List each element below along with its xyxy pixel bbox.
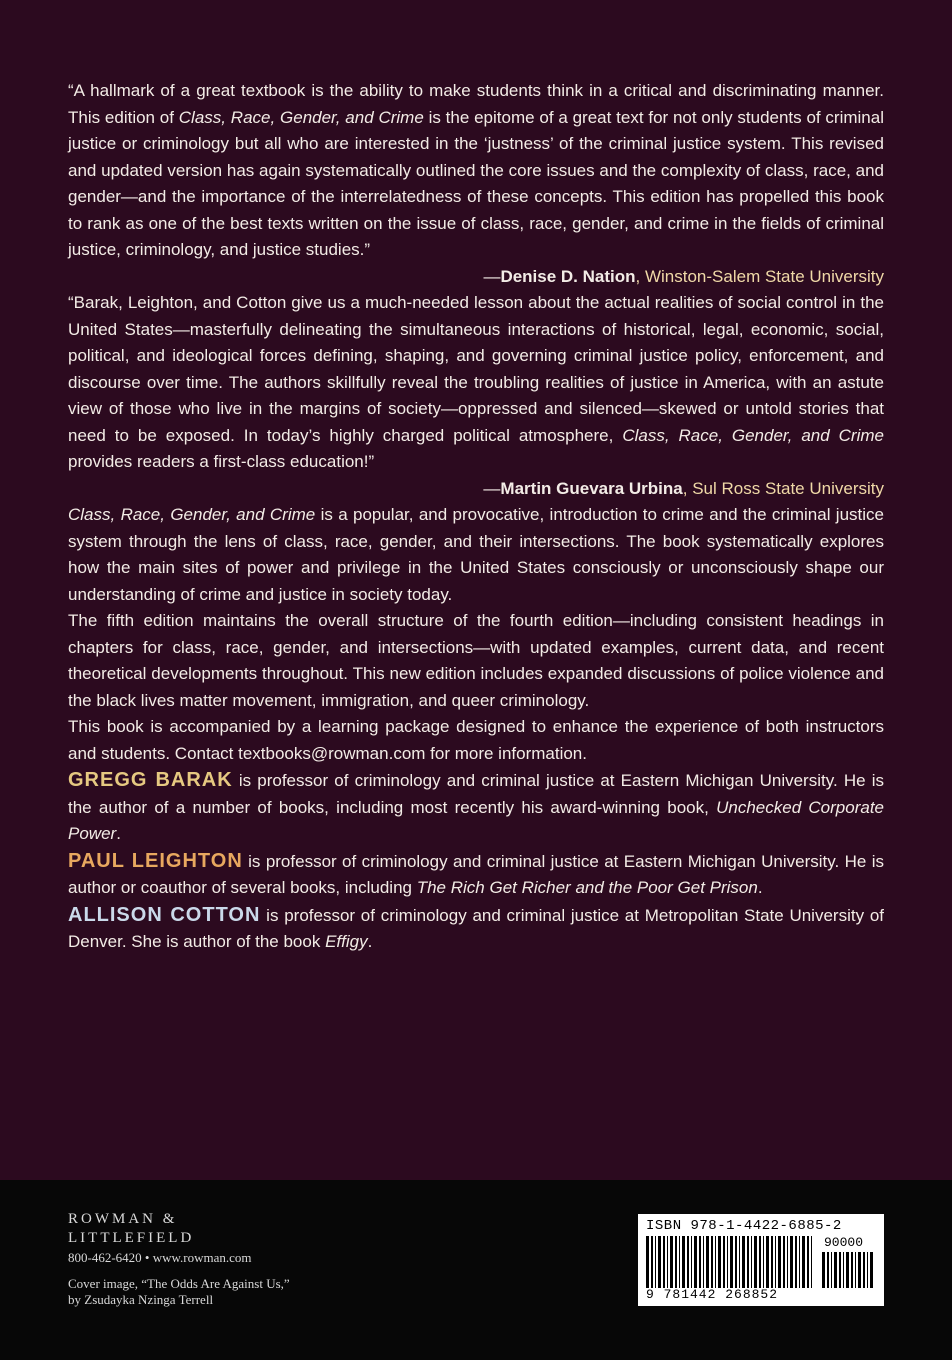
author-name: PAUL LEIGHTON (68, 849, 243, 872)
cover-credit-line-2: by Zsudayka Nzinga Terrell (68, 1292, 214, 1307)
description-paragraph-2: The fifth edition maintains the overall structure of the fourth edition—including consistent headings in chapters for class, race, gender, and intersections—with updated examples, current data, and recent theoretical developments throughout. This new edition includes expanded discussions of police violence and the black lives matter movement, immigration, and queer criminology. (68, 611, 884, 710)
author-book-title: Effigy (325, 932, 368, 951)
barcode-bars-icon (646, 1236, 814, 1288)
author-bio-leighton: PAUL LEIGHTON is professor of criminology and criminal justice at Eastern Michigan University. He is author or coauthor of several books, including The Rich Get Richer and the Poor Get Prison. (68, 849, 884, 897)
description-paragraph-3: This book is accompanied by a learning package designed to enhance the experience of both instructors and students. Contact textbooks@rowman.com for more information. (68, 717, 884, 763)
publisher-logo-line-1: ROWMAN & (68, 1211, 178, 1227)
author-book-title: Unchecked Corporate Power (68, 797, 884, 843)
publisher-logo-line-2: LITTLEFIELD (68, 1230, 195, 1246)
author-name: ALLISON COTTON (68, 903, 261, 926)
review-quote-1: “A hallmark of a great textbook is the ability to make students think in a critical and discriminating manner. This edition of Class, Race, Gender, and Crime is the epitome of a great text for not only students of criminal justice or criminology but all who are interested in the ‘justness’ of the criminal justice system. This revised and updated version has again systematically outlined the core issues and the complexity of class, race, and gender—and the importance of the interrelatedness of these concepts. This edition has propelled this book to rank as one of the best texts written on the issue of class, race, gender, and crime in the fields of criminal justice, criminology, and justice studies.” —Denise D. Nation, Winston-Salem State University (68, 78, 884, 290)
isbn-number: ISBN 978-1-4422-6885-2 (646, 1218, 842, 1234)
author-name: GREGG BARAK (68, 769, 233, 791)
cover-credit-line-1: Cover image, “The Odds Are Against Us,” (68, 1276, 290, 1291)
barcode-addon-number: 90000 (824, 1235, 864, 1250)
author-bio-barak: GREGG BARAK is professor of criminology and criminal justice at Eastern Michigan University. He is the author of a number of books, including most recently his award-winning book, Unchecked Corporate Power. (68, 769, 884, 843)
footer-band (0, 1180, 952, 1360)
book-title: Class, Race, Gender, and Crime (622, 425, 884, 445)
review-quote-2: “Barak, Leighton, and Cotton give us a much-needed lesson about the actual realities of social control in the United States—masterfully delineating the simultaneous interactions of historical, legal, economic, social, political, and ideological forces defining, shaping, and governing criminal justice policy, enforcement, and discourse over time. The authors skillfully reveal the troubling realities of justice in America, with an astute view of those who live in the margins of society—oppressed and silenced—skewed or untold stories that need to be exposed. In today’s highly charged political atmosphere, Class, Race, Gender, and Crime provides readers a first-class education!” —Martin Guevara Urbina, Sul Ross State University (68, 290, 884, 502)
reviewer-institution: , Sul Ross State University (682, 478, 884, 498)
attribution-2: —Martin Guevara Urbina, Sul Ross State University (483, 478, 884, 498)
author-book-title: The Rich Get Richer and the Poor Get Prison (416, 878, 758, 897)
author-bio-cotton: ALLISON COTTON is professor of criminology and criminal justice at Metropolitan State University of Denver. She is author of the book Effigy. (68, 903, 884, 951)
publisher-contact: 800-462-6420 • www.rowman.com (68, 1250, 252, 1265)
attribution-1: —Denise D. Nation, Winston-Salem State University (483, 266, 884, 286)
reviewer-institution: , Winston-Salem State University (635, 266, 884, 286)
cover-text (68, 78, 884, 956)
reviewer-name: Martin Guevara Urbina (500, 478, 683, 498)
reviewer-name: Denise D. Nation (500, 266, 636, 286)
barcode-digits: 9 781442 268852 (646, 1287, 779, 1302)
book-title: Class, Race, Gender, and Crime (68, 505, 316, 524)
description-paragraph-1: Class, Race, Gender, and Crime is a popular, and provocative, introduction to crime and the criminal justice system through the lens of class, race, gender, and their intersections. The book systematically explores how the main sites of power and privilege in the United States consciously or unconsciously shape our understanding of crime and justice in society today. (68, 505, 884, 604)
book-title: Class, Race, Gender, and Crime (178, 107, 424, 127)
isbn-barcode (638, 1214, 884, 1306)
publisher-block (68, 1210, 290, 1308)
barcode-addon-bars-icon (822, 1252, 876, 1288)
